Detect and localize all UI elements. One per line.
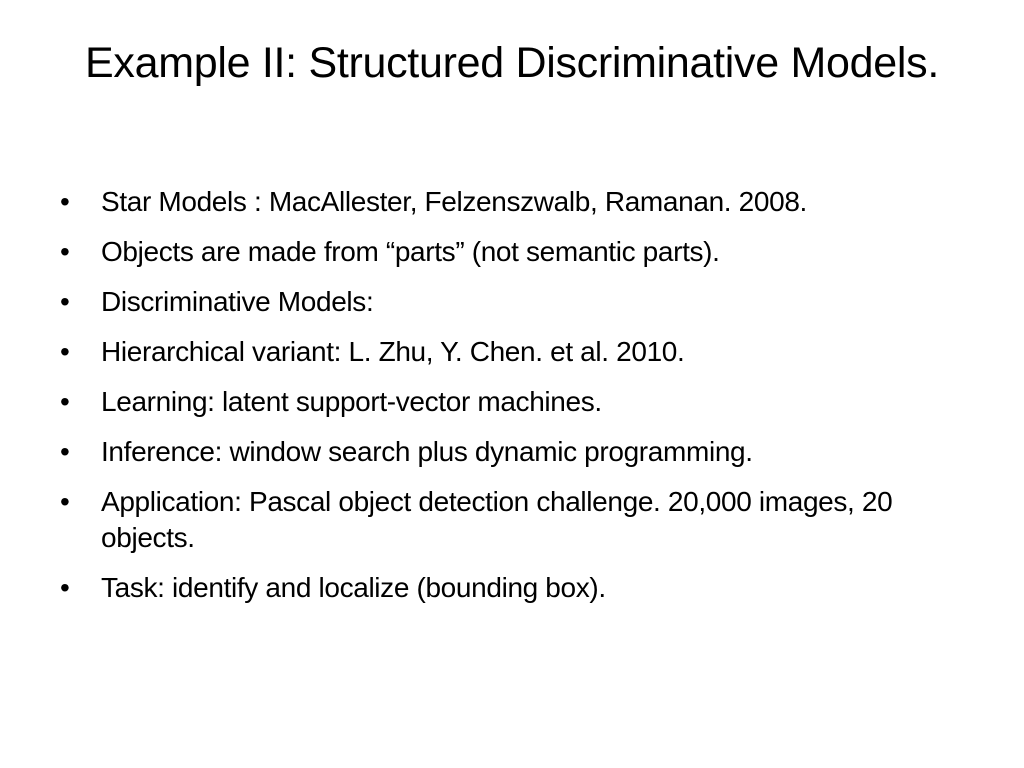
bullet-item xyxy=(60,234,980,270)
bullet-dot-icon: • xyxy=(60,236,70,267)
bullet-text: Objects are made from “parts” (not semantic parts). xyxy=(101,236,720,267)
bullet-item xyxy=(60,334,980,370)
bullet-item xyxy=(60,484,980,556)
bullet-item xyxy=(60,184,980,220)
bullet-item xyxy=(60,384,980,420)
bullet-dot-icon: • xyxy=(60,386,70,417)
bullet-text: Star Models : MacAllester, Felzenszwalb, Ramanan. 2008. xyxy=(101,186,807,217)
bullet-dot-icon: • xyxy=(60,436,70,467)
bullet-dot-icon: • xyxy=(60,336,70,367)
bullet-item xyxy=(60,434,980,470)
bullet-dot-icon: • xyxy=(60,572,70,603)
bullet-text: Application: Pascal object detection challenge. 20,000 images, 20 objects. xyxy=(101,486,893,553)
bullet-text: Discriminative Models: xyxy=(101,286,374,317)
bullet-dot-icon: • xyxy=(60,286,70,317)
bullet-text: Learning: latent support-vector machines. xyxy=(101,386,602,417)
bullet-item xyxy=(60,284,980,320)
bullet-text: Task: identify and localize (bounding box). xyxy=(101,572,606,603)
bullet-dot-icon: • xyxy=(60,186,70,217)
bullet-text: Hierarchical variant: L. Zhu, Y. Chen. et al. 2010. xyxy=(101,336,685,367)
bullet-item xyxy=(60,570,980,606)
bullet-text: Inference: window search plus dynamic programming. xyxy=(101,436,753,467)
bullet-list xyxy=(60,184,980,620)
slide-title: Example II: Structured Discriminative Models. xyxy=(85,39,939,87)
bullet-dot-icon: • xyxy=(60,486,70,517)
